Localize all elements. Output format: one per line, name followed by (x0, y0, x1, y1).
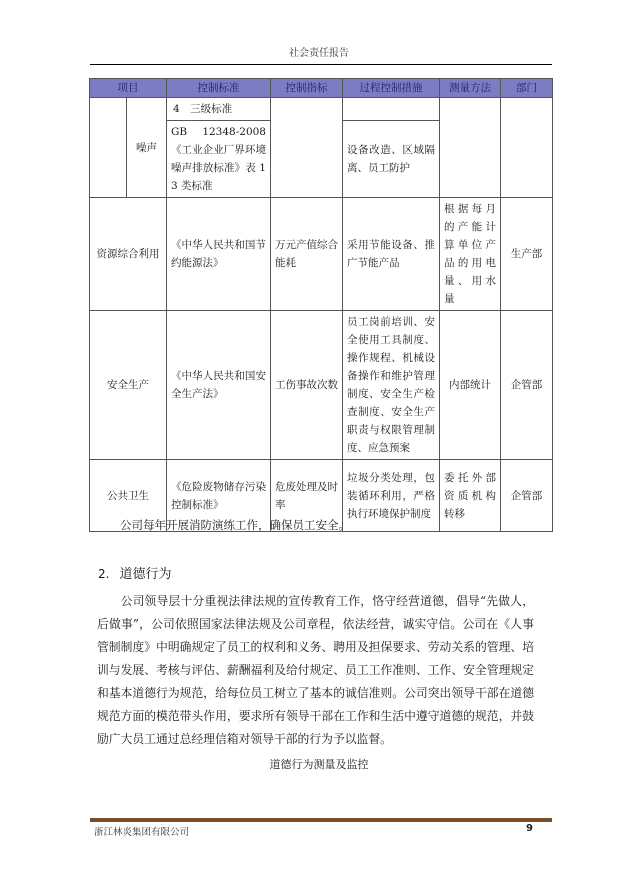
safety-dept-cell: 企管部 (501, 311, 553, 460)
header-item: 项目 (90, 79, 167, 98)
header-dept: 部门 (501, 79, 553, 98)
resource-measures-cell: 采用节能设备、推广节能产品 (343, 198, 440, 311)
noise-measures-cell: 设备改造、区域隔离、员工防护 (343, 121, 440, 198)
ethics-paragraph: 公司领导层十分重视法律法规的宣传教育工作，恪守经营道德，倡导“先做人，后做事”，公司依照国家法律法规及公司章程，依法经营，诚实守信。公司在《人事管制制度》中明确规定了员工的权利和义务、聘用及担保要求、劳动关系的管理、培训与发展、考核与评估、薪酬福利及给付规定、员工工作准则、工作、安全管理规定和基本道德行为规范，给每位员工树立了基本的诚信准则。公司突出领导干部在道德规范方面的模范带头作用，要求所有领导干部在工作和生活中遵守道德的规范，并鼓励广大员工通过总经理信箱对领导干部的行为予以监督。 (97, 594, 534, 746)
header-standard: 控制标准 (167, 79, 271, 98)
safety-method-cell: 内部统计 (440, 311, 501, 460)
table-header-row (90, 79, 553, 98)
control-standards-table (89, 78, 553, 532)
header-divider (90, 64, 552, 65)
hygiene-measures-cell: 垃圾分类处理，包装循环利用，严格执行环境保护制度 (343, 460, 440, 532)
table-row (90, 311, 553, 460)
section-heading (98, 563, 171, 582)
table-row (90, 98, 553, 121)
safety-indicator-cell: 工伤事故次数 (271, 311, 343, 460)
resource-method-cell: 根据每月的产能计算单位产品的用电量、用水量 (440, 198, 501, 311)
hygiene-standard-cell: 《危险废物储存污染控制标准》 (167, 460, 271, 532)
header-indicator: 控制指标 (271, 79, 343, 98)
page-number: 9 (526, 823, 533, 834)
fire-drill-note: 公司每年开展消防演练工作，确保员工安全。 (120, 518, 350, 532)
noise-item-cell: 噪声 (127, 98, 167, 198)
section-title: 道德行为 (119, 567, 172, 582)
safety-item-cell: 安全生产 (90, 311, 167, 460)
noise-indicator-cell (271, 98, 343, 198)
noise-group-cell (90, 98, 127, 198)
table-row (90, 198, 553, 311)
hygiene-method-cell: 委托外部资质机构转移 (440, 460, 501, 532)
noise-standard-cell: GB 12348-2008《工业企业厂界环境噪声排放标准》表 1 3 类标准 (167, 121, 271, 198)
noise-standard-top-cell: 4 三级标准 (167, 98, 271, 121)
table-caption: 道德行为测量及监控 (269, 758, 369, 771)
resource-item-cell: 资源综合利用 (90, 198, 167, 311)
header-measures: 过程控制措施 (343, 79, 440, 98)
header-method: 测量方法 (440, 79, 501, 98)
resource-dept-cell: 生产部 (501, 198, 553, 311)
footer-company: 浙江林炎集团有限公司 (94, 827, 190, 838)
noise-measures-top-cell (343, 98, 440, 121)
section-number: 2. (98, 567, 110, 581)
hygiene-indicator-cell: 危废处理及时率 (271, 460, 343, 532)
noise-method-cell (440, 98, 501, 198)
footer-divider (90, 818, 552, 822)
hygiene-item-cell: 公共卫生 (90, 460, 167, 532)
resource-standard-cell: 《中华人民共和国节约能源法》 (167, 198, 271, 311)
hygiene-dept-cell: 企管部 (501, 460, 553, 532)
resource-indicator-cell: 万元产值综合能耗 (271, 198, 343, 311)
safety-measures-cell: 员工岗前培训、安全使用工具制度、操作规程、机械设备操作和维护管理制度、安全生产检查制度、安全生产职责与权限管理制度、应急预案 (343, 311, 440, 460)
safety-standard-cell: 《中华人民共和国安全生产法》 (167, 311, 271, 460)
page-header: 社会责任报告 (289, 48, 349, 59)
noise-dept-cell (501, 98, 553, 198)
